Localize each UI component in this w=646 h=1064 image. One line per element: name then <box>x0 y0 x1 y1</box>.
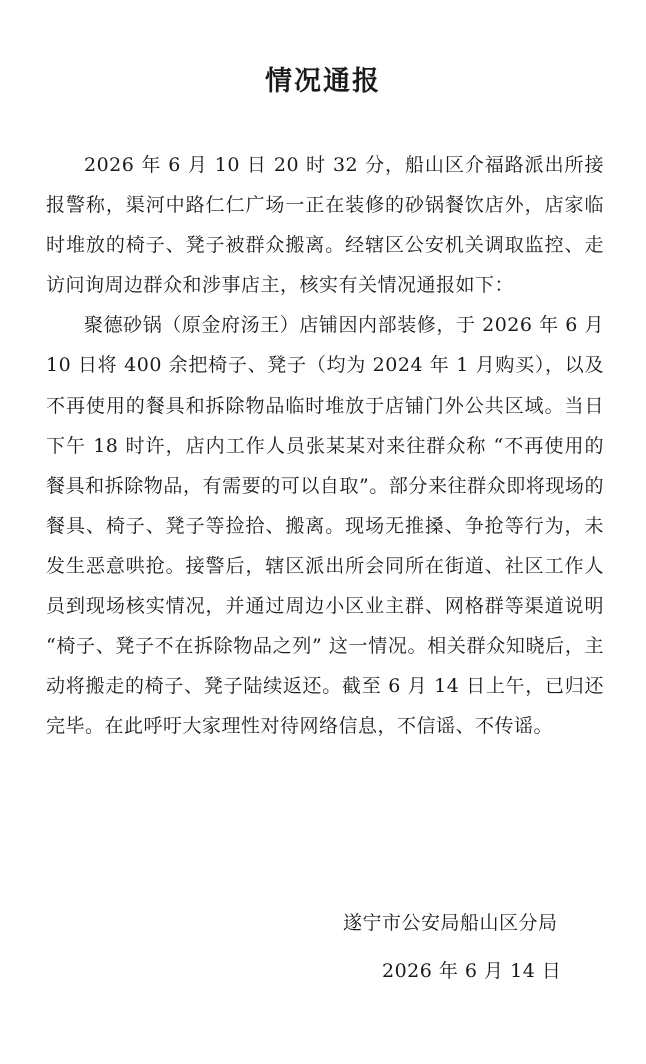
issue-date: 2026 年 6 月 14 日 <box>382 960 562 982</box>
document-body <box>46 145 604 746</box>
document-title: 情况通报 <box>265 66 381 97</box>
paragraph-incident-report: 2026 年 6 月 10 日 20 时 32 分，船山区介福路派出所接报警称，渠河中路仁仁广场一正在装修的砂锅餐饮店外，店家临时堆放的椅子、凳子被群众搬离。经辖区公安机关调取监控、走访问询周边群众和涉事店主，核实有关情况通报如下： <box>46 154 604 297</box>
issuing-authority: 遂宁市公安局船山区分局 <box>343 912 558 934</box>
paragraph-investigation-details: 聚德砂锅（原金府汤王）店铺因内部装修，于 2026 年 6 月 10 日将 400 余把椅子、凳子（均为 2024 年 1 月购买），以及不再使用的餐具和拆除物品临时堆放于店铺门外公共区域。当日下午 18 时许，店内工作人员张某某对来往群众称 “不再使用的餐具和拆除物品，有需要的可以自取”。部分来往群众即将现场的餐具、椅子、凳子等捡拾、搬离。现场无推搡、争抢等行为，未发生恶意哄抢。接警后，辖区派出所会同所在街道、社区工作人员到现场核实情况，并通过周边小区业主群、网格群等渠道说明 “椅子、凳子不在拆除物品之列” 这一情况。相关群众知晓后，主动将搬走的椅子、凳子陆续返还。截至 6 月 14 日上午，已归还完毕。在此呼吁大家理性对待网络信息，不信谣、不传谣。 <box>46 314 604 738</box>
